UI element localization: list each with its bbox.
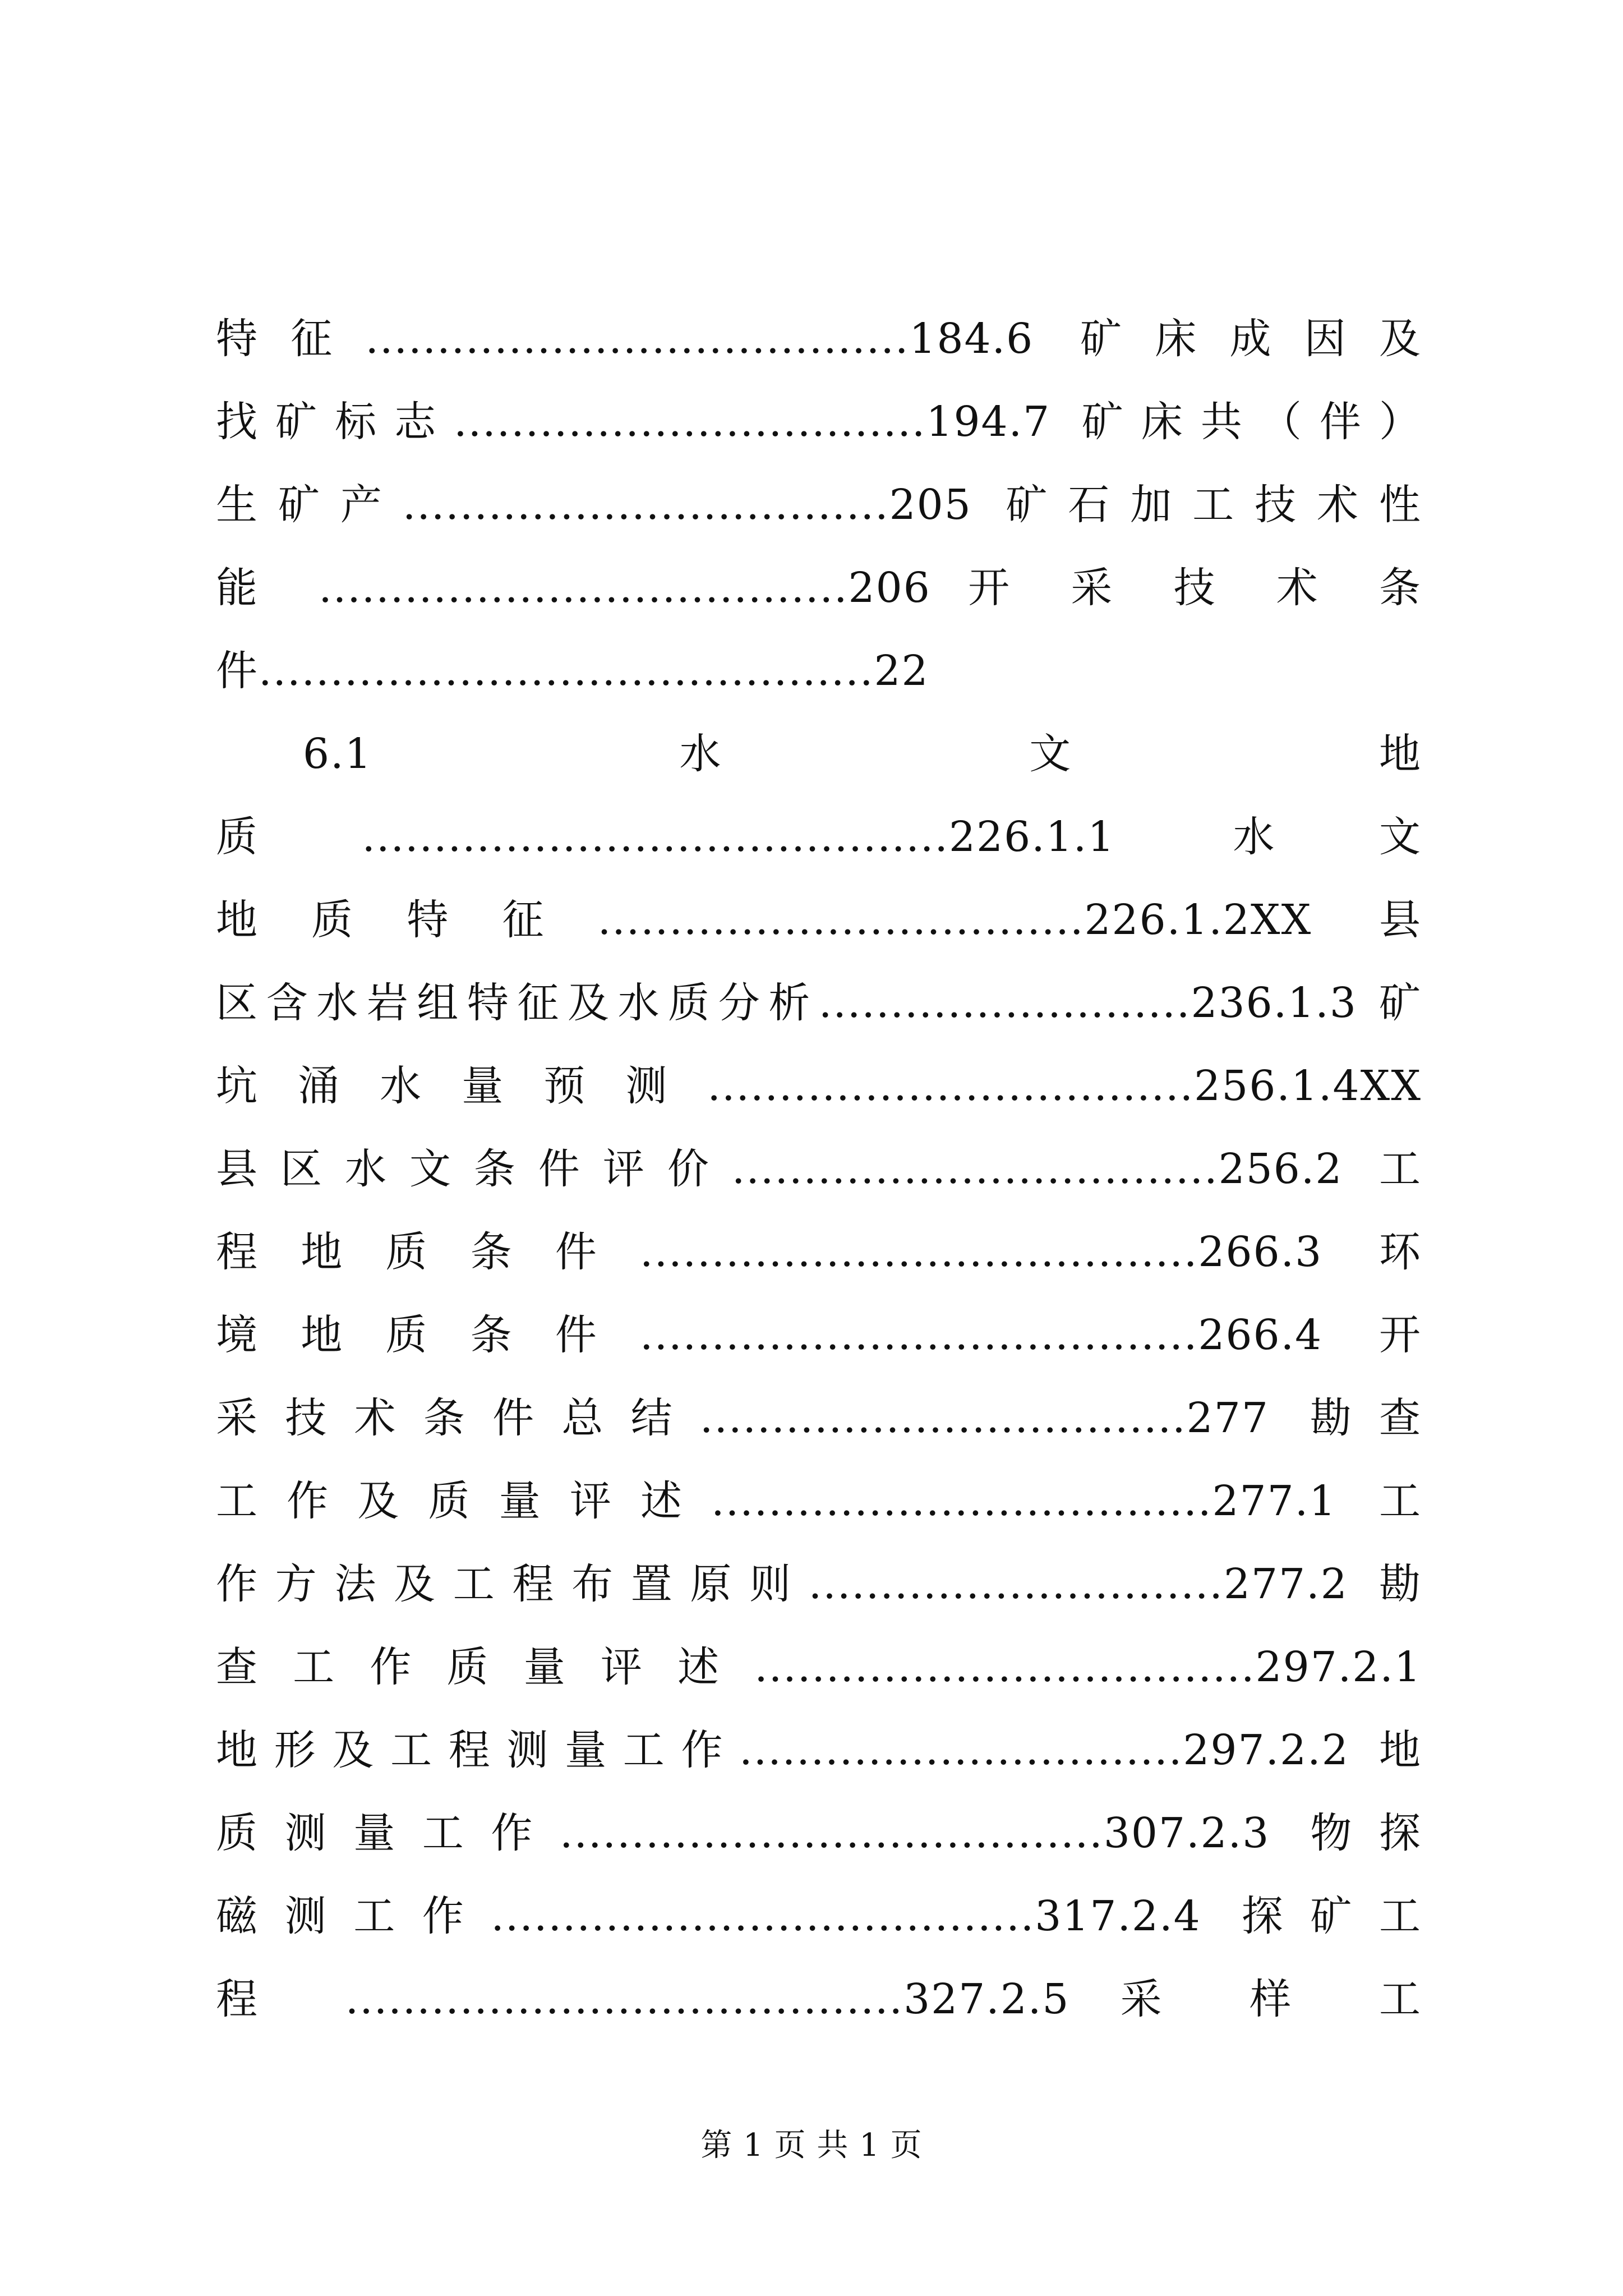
toc-line: 县区水文条件评价..................................256.2 工	[216, 1145, 1422, 1193]
toc-line: 质测量工作......................................307.2.3 物探	[216, 1809, 1422, 1857]
toc-heading-word: 地	[1378, 730, 1422, 778]
toc-line: 件...........................................22	[216, 647, 929, 695]
toc-line: 地形及工程测量工作...............................297.2.2 地	[216, 1726, 1422, 1774]
toc-line: 工作及质量评述...................................277.1 工	[216, 1477, 1422, 1525]
toc-line: 作方法及工程布置原则.............................277.2 勘	[216, 1560, 1422, 1608]
toc-line: 质.........................................226.1.1 水文	[216, 813, 1422, 861]
toc-line: 程地质条件.......................................266.3 环	[216, 1228, 1422, 1276]
toc-line: 生矿产..................................205 矿石加工技术性	[216, 481, 1422, 529]
toc-line: 坑涌水量预测..................................256.1.4XX	[216, 1062, 1422, 1110]
toc-heading-word: 水	[679, 730, 722, 778]
toc-line: 采技术条件总结..................................277 勘查	[216, 1394, 1422, 1442]
toc-line: 程 .......................................327.2.5 采 样 工	[216, 1975, 1422, 2023]
toc-line: 查工作质量评述...................................297.2.1	[216, 1643, 1422, 1691]
toc-line: 地质特征..................................226.1.2XX 县	[216, 896, 1422, 944]
toc-line: 境地质条件.......................................266.4 开	[216, 1311, 1422, 1359]
toc-line: 特征......................................184.6 矿床成因及	[216, 315, 1422, 363]
toc-line: 找矿标志.................................194.7 矿床共（伴）	[216, 398, 1422, 446]
table-of-contents	[216, 297, 1422, 2041]
toc-line: 磁测工作......................................317.2.4 探矿工	[216, 1892, 1422, 1940]
toc-line: 区含水岩组特征及水质分析..........................236.1.3 矿	[216, 979, 1422, 1027]
toc-heading-number: 6.1	[303, 730, 372, 778]
page-footer: 第 1 页 共 1 页	[700, 2127, 923, 2164]
toc-heading-word: 文	[1029, 730, 1072, 778]
toc-heading-6-1	[216, 712, 1422, 795]
toc-line: 能 .....................................206 开 采 技 术 条	[216, 564, 1422, 612]
